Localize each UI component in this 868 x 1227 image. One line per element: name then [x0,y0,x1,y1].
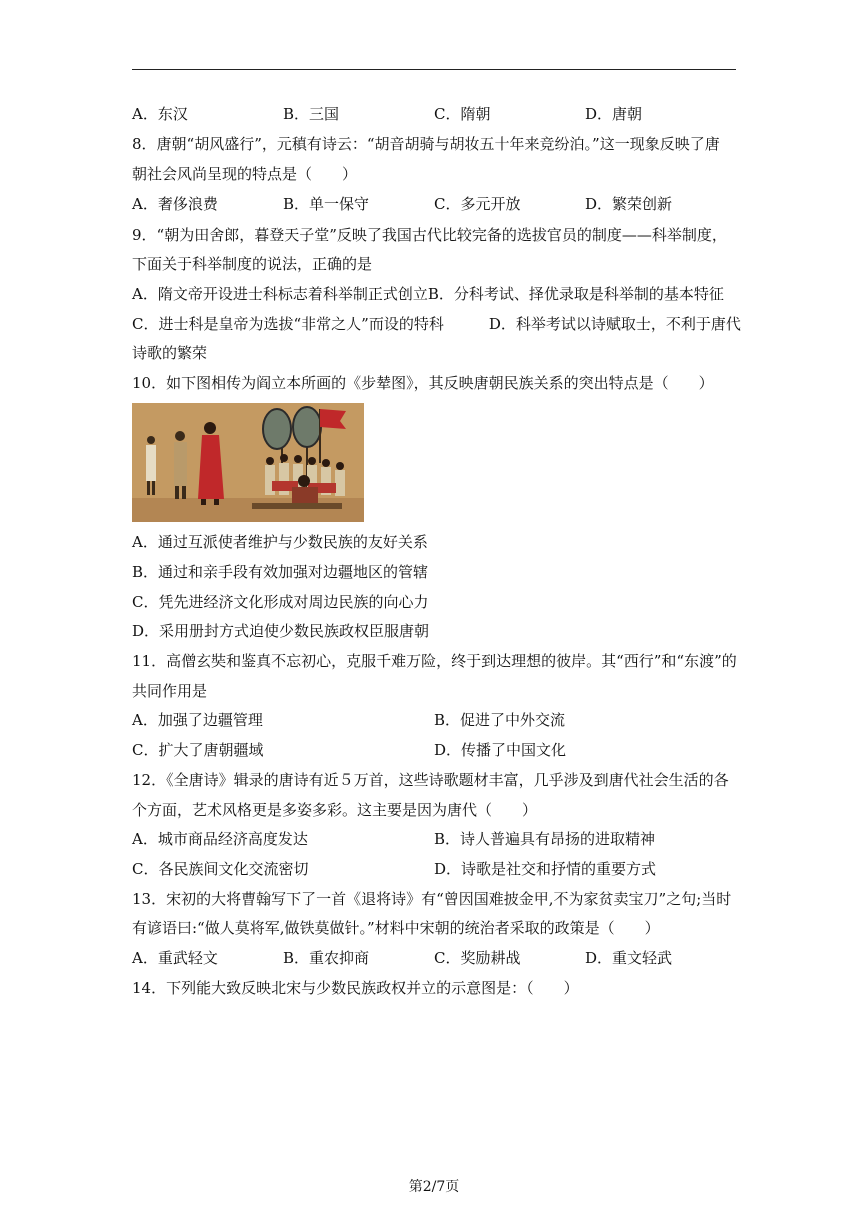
q11-option-c[interactable]: C．扩大了唐朝疆域 [132,741,264,759]
q13-option-d[interactable]: D．重文轻武 [585,949,673,967]
q13-option-c[interactable]: C．奖励耕战 [434,949,521,967]
q8-option-c[interactable]: C．多元开放 [434,195,521,213]
q11-option-b[interactable]: B．促进了中外交流 [434,711,566,729]
q14-stem-line-1: 14．下列能大致反映北宋与少数民族政权并立的示意图是：（ ） [132,979,579,997]
q10-option-d[interactable]: D．采用册封方式迫使少数民族政权臣服唐朝 [132,622,430,640]
bunian-painting-image [132,403,364,522]
q11-option-a[interactable]: A．加强了边疆管理 [132,711,263,729]
painting-figures [132,403,364,522]
q9-stem-line-2: 下面关于科举制度的说法，正确的是 [132,255,373,273]
q9-option-line-2[interactable]: C．进士科是皇帝为选拔“非常之人”而设的特科 D．科举考试以诗赋取士，不利于唐代 [132,315,741,333]
q8-option-b[interactable]: B．单一保守 [283,195,370,213]
q8-option-a[interactable]: A．奢侈浪费 [132,195,218,213]
q10-stem-line-1: 10．如下图相传为阎立本所画的《步辇图》，其反映唐朝民族关系的突出特点是（ ） [132,374,714,392]
q8-option-d[interactable]: D．繁荣创新 [585,195,673,213]
q7-option-d[interactable]: D．唐朝 [585,105,643,123]
q10-option-b[interactable]: B．通过和亲手段有效加强对边疆地区的管辖 [132,563,429,581]
page-number: 第2/7页 [408,1179,460,1195]
q11-stem-line-2: 共同作用是 [132,682,208,700]
q11-stem-line-1: 11．高僧玄奘和鉴真不忘初心，克服千难万险，终于到达理想的彼岸。其“西行”和“东渡”的 [132,652,737,670]
q12-stem-line-2: 个方面，艺术风格更是多姿多彩。这主要是因为唐代（ ） [132,801,538,819]
q11-option-d[interactable]: D．传播了中国文化 [434,741,567,759]
q8-stem-line-1: 8．唐朝“胡风盛行”，元稹有诗云：“胡音胡骑与胡妆五十年来竞纷泊。”这一现象反映了唐 [132,135,720,153]
q12-option-d[interactable]: D．诗歌是社交和抒情的重要方式 [434,860,657,878]
q13-stem-line-1: 13．宋初的大将曹翰写下了一首《退将诗》有“曾因国难披金甲,不为家贫卖宝刀”之句;当时 [132,890,732,908]
q12-stem-line-1: 12．《全唐诗》辑录的唐诗有近５万首，这些诗歌题材丰富，几乎涉及到唐代社会生活的各 [132,771,729,789]
q9-stem-line-1: 9．“朝为田舍郎，暮登天子堂”反映了我国古代比较完备的选拔官员的制度——科举制度， [132,226,727,244]
header-rule [132,69,736,70]
q12-option-b[interactable]: B．诗人普遍具有昂扬的进取精神 [434,830,656,848]
q13-option-a[interactable]: A．重武轻文 [132,949,218,967]
q12-option-c[interactable]: C．各民族间文化交流密切 [132,860,309,878]
q8-stem-line-2: 朝社会风尚呈现的特点是（ ） [132,165,358,183]
q7-option-b[interactable]: B．三国 [283,105,340,123]
q9-option-line-3[interactable]: 诗歌的繁荣 [132,344,208,362]
q12-option-a[interactable]: A．城市商品经济高度发达 [132,830,308,848]
q13-stem-line-2: 有谚语曰:“做人莫将军,做铁莫做针。”材料中宋朝的统治者采取的政策是（ ） [132,919,660,937]
q7-option-a[interactable]: A．东汉 [132,105,188,123]
q10-option-a[interactable]: A．通过互派使者维护与少数民族的友好关系 [132,533,428,551]
q7-option-c[interactable]: C．隋朝 [434,105,491,123]
q13-option-b[interactable]: B．重农抑商 [283,949,370,967]
q9-option-line-1[interactable]: A．隋文帝开设进士科标志着科举制正式创立B．分科考试、择优录取是科举制的基本特征 [132,285,724,303]
q10-option-c[interactable]: C．凭先进经济文化形成对周边民族的向心力 [132,593,429,611]
